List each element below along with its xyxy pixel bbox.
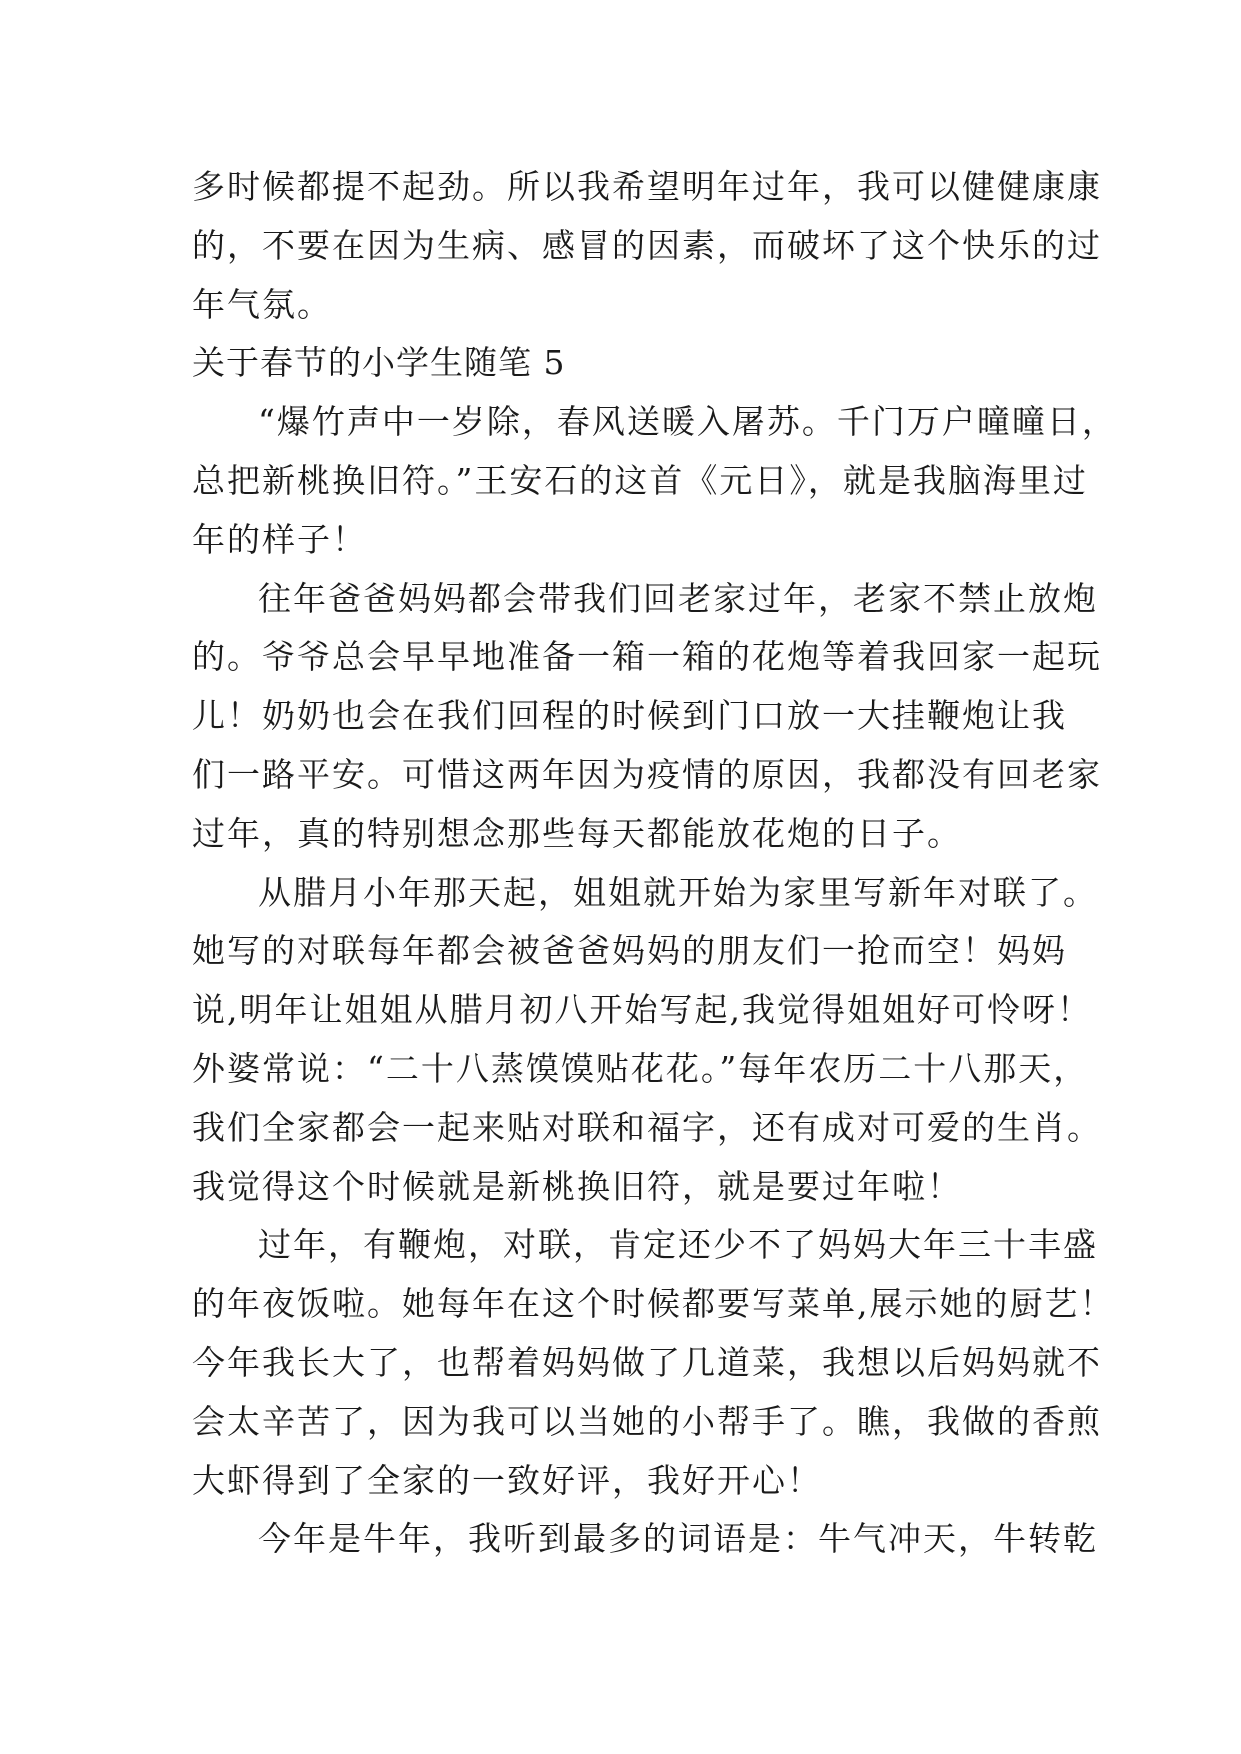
- text-line: 我觉得这个时候就是新桃换旧符，就是要过年啦！: [192, 1166, 962, 1206]
- text-line: 会太辛苦了，因为我可以当她的小帮手了。瞧，我做的香煎: [192, 1401, 1102, 1441]
- text-line: 总把新桃换旧符。”王安石的这首《元日》，就是我脑海里过: [192, 460, 1088, 500]
- text-line: 说,明年让姐姐从腊月初八开始写起,我觉得姐姐好可怜呀！: [192, 990, 1092, 1030]
- text-line: 她写的对联每年都会被爸爸妈妈的朋友们一抢而空！妈妈: [192, 931, 1067, 971]
- document-page: [192, 158, 1117, 1569]
- text-line: 的，不要在因为生病、感冒的因素，而破坏了这个快乐的过: [192, 225, 1102, 265]
- text-line: 年气氛。: [192, 284, 332, 324]
- text-line: 往年爸爸妈妈都会带我们回老家过年，老家不禁止放炮: [258, 578, 1098, 618]
- section-heading: 关于春节的小学生随笔 5: [192, 343, 566, 383]
- text-line: 过年，真的特别想念那些每天都能放花炮的日子。: [192, 813, 962, 853]
- text-line: 今年我长大了，也帮着妈妈做了几道菜，我想以后妈妈就不: [192, 1342, 1102, 1382]
- text-line: 的。爷爷总会早早地准备一箱一箱的花炮等着我回家一起玩: [192, 637, 1102, 677]
- text-line: 今年是牛年，我听到最多的词语是：牛气冲天，牛转乾: [258, 1519, 1098, 1559]
- article-body: [192, 158, 1117, 1569]
- text-line: 我们全家都会一起来贴对联和福字，还有成对可爱的生肖。: [192, 1107, 1102, 1147]
- text-line: 大虾得到了全家的一致好评，我好开心！: [192, 1460, 822, 1500]
- text-line: 外婆常说：“二十八蒸馍馍贴花花。”每年农历二十八那天，: [192, 1048, 1089, 1088]
- text-line: 儿！奶奶也会在我们回程的时候到门口放一大挂鞭炮让我: [192, 696, 1067, 736]
- text-line: 的年夜饭啦。她每年在这个时候都要写菜单,展示她的厨艺！: [192, 1284, 1115, 1324]
- text-line: 年的样子！: [192, 519, 367, 559]
- text-line: 从腊月小年那天起，姐姐就开始为家里写新年对联了。: [258, 872, 1098, 912]
- text-line: 多时候都提不起劲。所以我希望明年过年，我可以健健康康: [192, 167, 1102, 206]
- text-line: 过年，有鞭炮，对联，肯定还少不了妈妈大年三十丰盛: [258, 1225, 1098, 1265]
- text-line: “爆竹声中一岁除，春风送暖入屠苏。千门万户曈曈日，: [258, 402, 1117, 442]
- text-line: 们一路平安。可惜这两年因为疫情的原因，我都没有回老家: [192, 754, 1102, 794]
